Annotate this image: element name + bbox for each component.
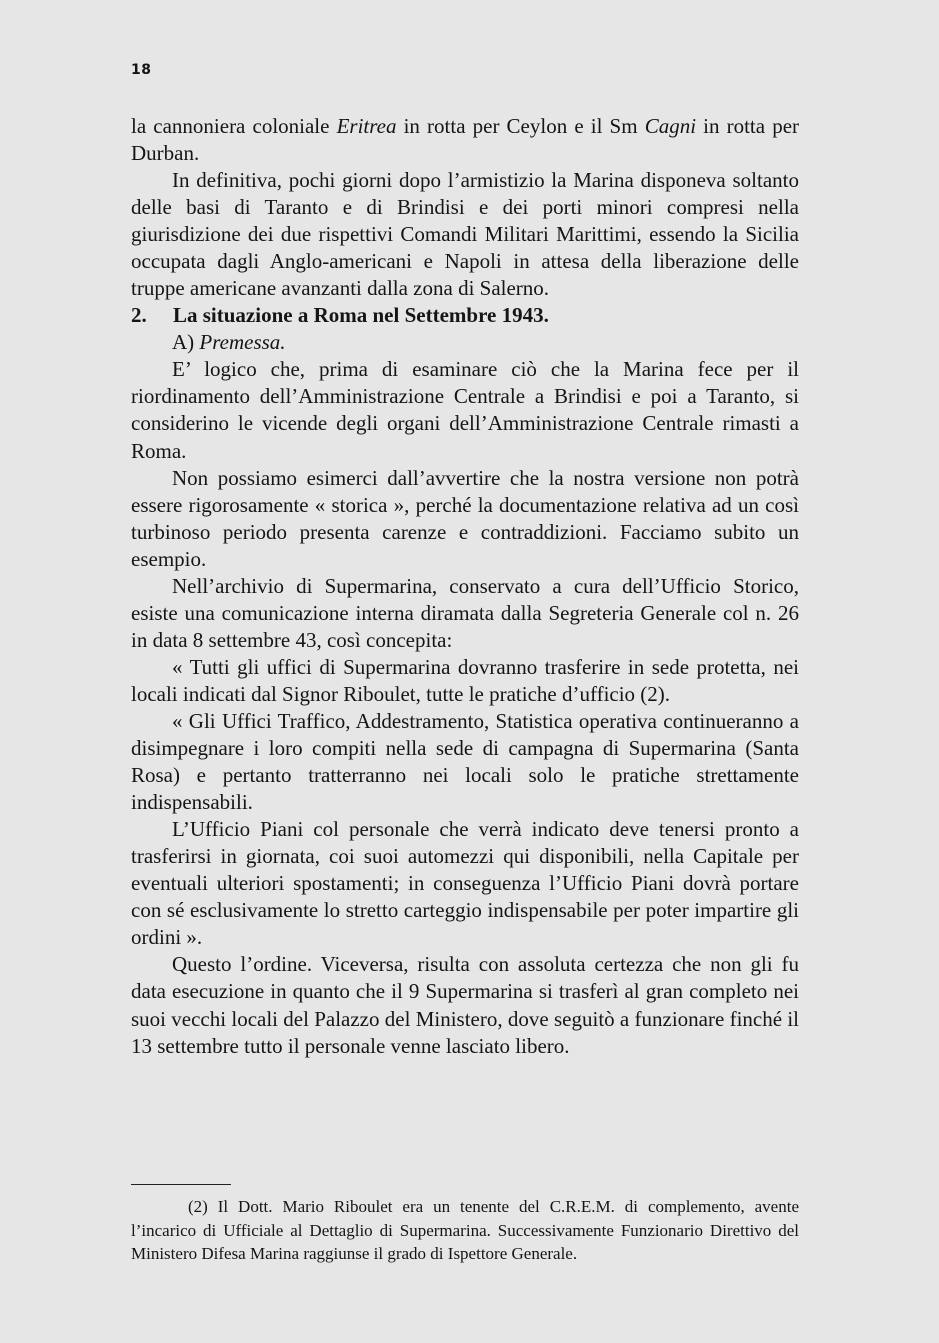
text-run: in rotta per Durban. xyxy=(131,114,800,166)
paragraph: E’ logico che, prima di esaminare ciò che la Marina fece per il riordinamento dell’Amministrazione Centrale a Brindisi e poi a Taranto, si considerino le vicende degli organi dell’Amministrazione Centrale rimasti a Roma. xyxy=(131,357,799,463)
text-run: la cannoniera coloniale xyxy=(131,114,337,138)
subsection-heading xyxy=(131,329,799,356)
section-title: La situazione a Roma nel Settembre 1943. xyxy=(173,303,549,328)
paragraph: Non possiamo esimerci dall’avvertire che la nostra versione non potrà essere rigorosamente « storica », perché la documentazione relativa ad un così turbinoso periodo presenta carenze e contraddizioni. Facciamo subito un esempio. xyxy=(131,465,799,571)
quoted-paragraph: « Tutti gli uffici di Supermarina dovranno trasferire in sede protetta, nei locali indicati dal Signor Riboulet, tutte le pratiche d’ufficio (2). xyxy=(131,654,799,706)
paragraph: Questo l’ordine. Viceversa, risulta con assoluta certezza che non gli fu data esecuzione in quanto che il 9 Supermarina si trasferì al gran completo nei suoi vecchi locali del Palazzo del Ministero, dove seguitò a funzionare finché il 13 settembre tutto il personale venne lasciato libero. xyxy=(131,952,799,1058)
section-heading xyxy=(131,302,799,329)
footnote: (2) Il Dott. Mario Riboulet era un tenente del C.R.E.M. di complemento, avente l’incarico di Ufficiale al Dettaglio di Supermarina. Successivamente Funzionario Direttivo del Ministero Difesa Marina raggiunse il grado di Ispettore Generale. xyxy=(131,1197,799,1263)
section-number: 2. xyxy=(131,303,147,328)
paragraph-continuation xyxy=(131,113,799,167)
footnote-divider xyxy=(131,1184,231,1185)
main-text xyxy=(131,113,799,1060)
paragraph: Nell’archivio di Supermarina, conservato a cura dell’Ufficio Storico, esiste una comunicazione interna diramata dalla Segreteria Generale col n. 26 in data 8 settembre 43, così concepita: xyxy=(131,573,799,652)
ship-name-eritrea: Eritrea xyxy=(336,114,397,138)
subsection-title: Premessa. xyxy=(199,330,286,355)
quoted-paragraph: « Gli Uffici Traffico, Addestramento, Statistica operativa continueranno a disimpegnare i loro compiti nella sede di campagna di Supermarina (Santa Rosa) e pertanto tratterranno nei locali solo le pratiche strettamente indispensabili. xyxy=(131,708,799,815)
page-number: 18 xyxy=(131,62,152,78)
text-run: in rotta per Ceylon e il Sm xyxy=(396,114,645,138)
paragraph: In definitiva, pochi giorni dopo l’armistizio la Marina disponeva soltanto delle basi di Taranto e di Brindisi e dei porti minori compresi nella giurisdizione dei due rispettivi Comandi Militari Marittimi, essendo la Sicilia occupata dagli Anglo-americani e Napoli in attesa della liberazione delle truppe americane avanzanti dalla zona di Salerno. xyxy=(131,168,799,301)
quoted-paragraph: L’Ufficio Piani col personale che verrà indicato deve tenersi pronto a trasferirsi in giornata, coi suoi automezzi qui disponibili, nella Capitale per eventuali ulteriori spostamenti; in conseguenza l’Ufficio Piani dovrà portare con sé esclusivamente lo stretto carteggio indispensabile per poter impartire gli ordini ». xyxy=(131,817,799,950)
ship-name-cagni: Cagni xyxy=(644,114,697,138)
subsection-label: A) xyxy=(172,330,200,355)
